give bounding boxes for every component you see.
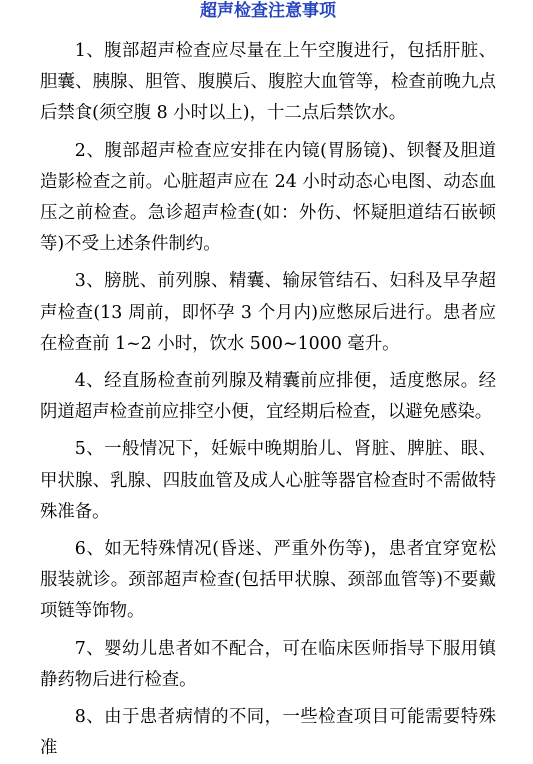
paragraph-7: 7、婴幼儿患者如不配合，可在临床医师指导下服用镇静药物后进行检查。 (40, 638, 496, 690)
paragraph-3: 3、膀胱、前列腺、精囊、输尿管结石、妇科及早孕超声检查(13 周前，即怀孕 3 个月内)应憋尿后进行。患者应在检查前 1~2 小时，饮水 500~1000 毫升。 (40, 271, 496, 354)
paragraph-8: 8、由于患者病情的不同，一些检查项目可能需要特殊准 (40, 707, 496, 759)
paragraph-4: 4、经直肠检查前列腺及精囊前应排便，适度憋尿。经阴道超声检查前应排空小便，宜经期后检查，以避免感染。 (40, 371, 496, 423)
paragraph-2: 2、腹部超声检查应安排在内镜(胃肠镜)、钡餐及胆道造影检查之前。心脏超声应在 24 小时动态心电图、动态血压之前检查。急诊超声检查(如：外伤、怀疑胆道结石嵌顿等)不受上述条件制约。 (40, 140, 496, 255)
paragraph-5: 5、一般情况下，妊娠中晚期胎儿、肾脏、脾脏、眼、甲状腺、乳腺、四肢血管及成人心脏等器官检查时不需做特殊准备。 (40, 439, 496, 522)
paragraph-1: 1、腹部超声检查应尽量在上午空腹进行，包括肝脏、胆囊、胰腺、胆管、腹膜后、腹腔大血管等，检查前晚九点后禁食(须空腹 8 小时以上)，十二点后禁饮水。 (40, 41, 496, 124)
paragraph-6: 6、如无特殊情况(昏迷、严重外伤等)，患者宜穿宽松服装就诊。颈部超声检查(包括甲状腺、颈部血管等)不要戴项链等饰物。 (40, 539, 496, 622)
document-title: 超声检查注意事项 (200, 1, 336, 21)
